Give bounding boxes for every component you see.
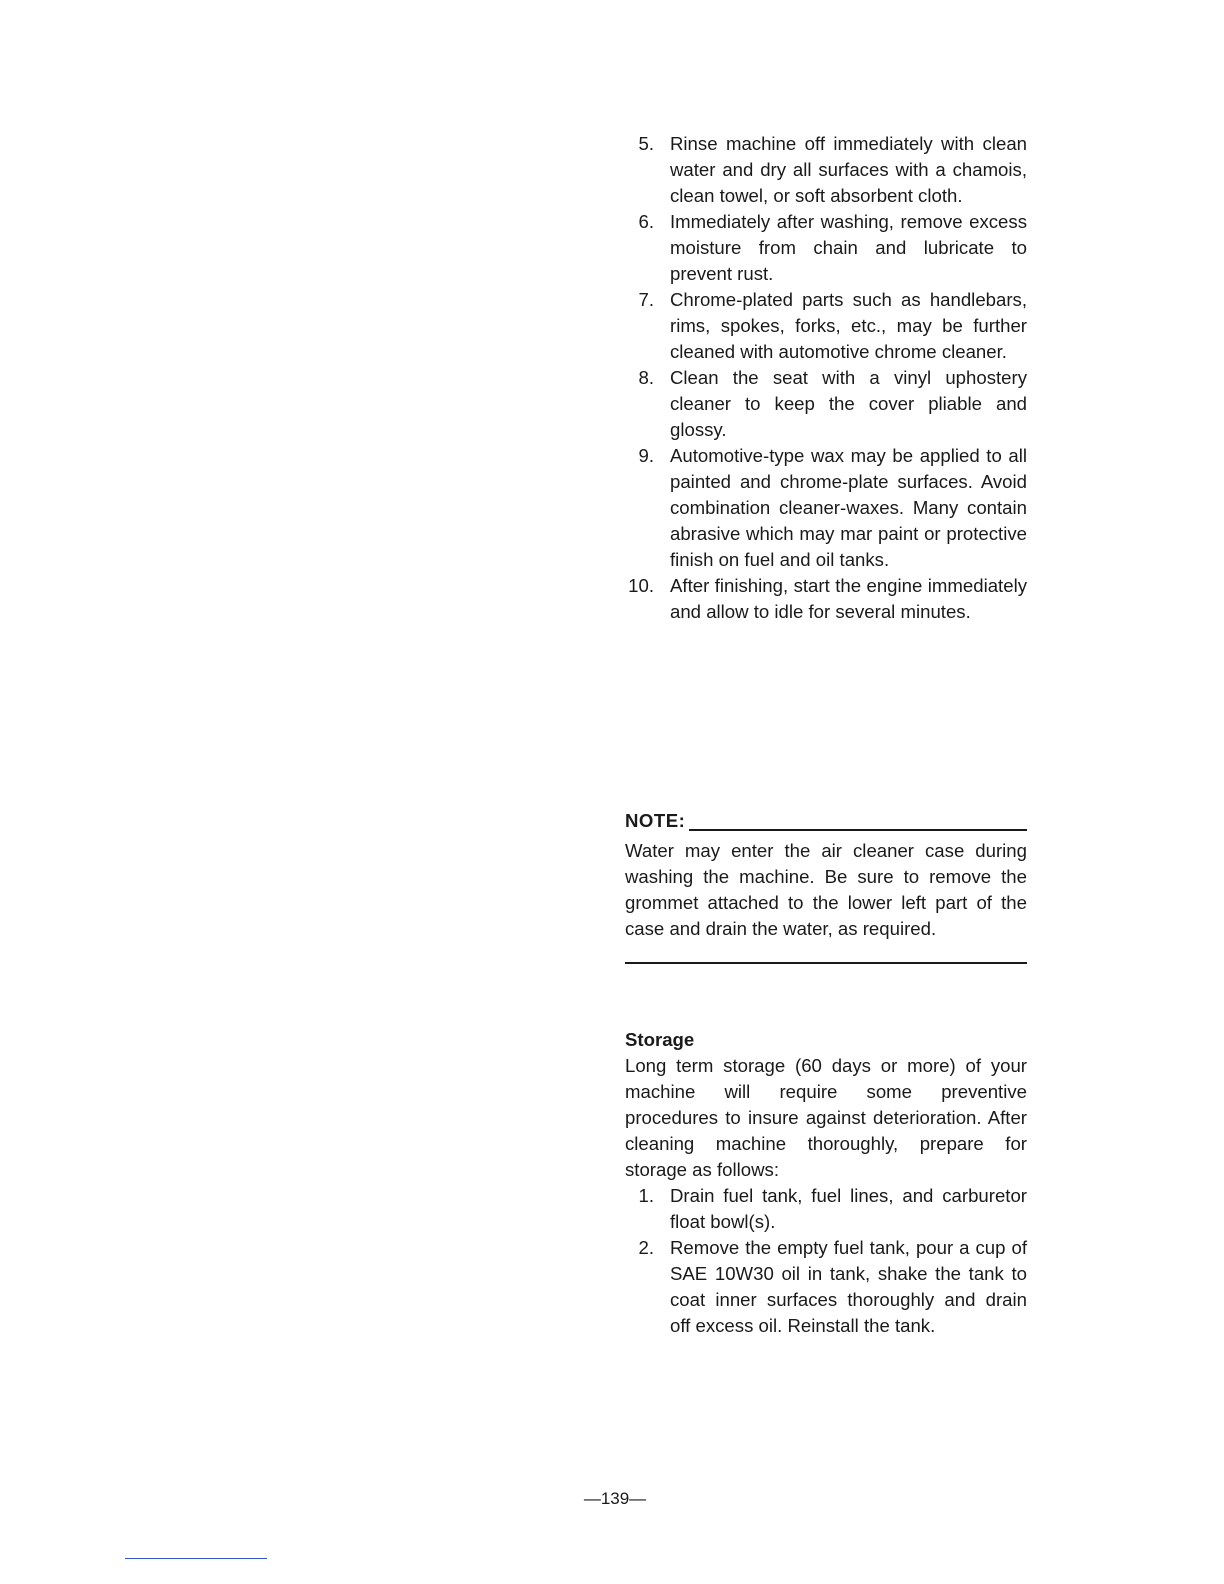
page-number: —139— [583, 1489, 647, 1508]
item-text: Automotive-type wax may be applied to all painted and chrome-plate surfaces. Avoid combination cleaner-waxes. Many contain abrasive which may mar paint or protective finish on fuel and oil tanks. [670, 445, 1027, 570]
item-number: 5. [638, 133, 654, 154]
note-end-rule [625, 962, 1027, 964]
note-text: Water may enter the air cleaner case during washing the machine. Be sure to remove the grommet attached to the lower left part of the case and drain the water, as required. [625, 840, 1027, 939]
list-item [625, 1183, 1027, 1235]
item-number: 2. [638, 1237, 654, 1258]
item-text: Drain fuel tank, fuel lines, and carburetor float bowl(s). [670, 1185, 1027, 1232]
list-item [625, 573, 1027, 625]
note-box [625, 808, 1027, 964]
storage-heading: Storage [625, 1029, 695, 1050]
note-header [625, 808, 1027, 834]
item-text: Rinse machine off immediately with clean water and dry all surfaces with a chamois, clean towel, or soft absorbent cloth. [670, 133, 1027, 206]
storage-intro: Long term storage (60 days or more) of your machine will require some preventive procedures to insure against deterioration. After cleaning machine thoroughly, prepare for storage as follows: [625, 1055, 1027, 1180]
list-item [625, 443, 1027, 573]
item-number: 7. [638, 289, 654, 310]
cleaning-steps-list [625, 131, 1027, 625]
note-rule [689, 829, 1027, 831]
item-number: 10. [628, 575, 654, 596]
item-text: Chrome-plated parts such as handlebars, rims, spokes, forks, etc., may be further cleaned with automotive chrome cleaner. [670, 289, 1027, 362]
footer-rule [125, 1558, 267, 1559]
item-number: 8. [638, 367, 654, 388]
item-number: 1. [638, 1185, 654, 1206]
item-number: 6. [638, 211, 654, 232]
note-label: NOTE: [625, 810, 686, 831]
list-item [625, 1235, 1027, 1339]
storage-section [625, 1027, 1027, 1339]
item-text: Remove the empty fuel tank, pour a cup of SAE 10W30 oil in tank, shake the tank to coat inner surfaces thoroughly and drain off excess oil. Reinstall the tank. [670, 1237, 1027, 1336]
list-item [625, 209, 1027, 287]
list-item [625, 131, 1027, 209]
item-number: 9. [638, 445, 654, 466]
item-text: After finishing, start the engine immediately and allow to idle for several minutes. [670, 575, 1027, 622]
list-item [625, 287, 1027, 365]
item-text: Clean the seat with a vinyl uphostery cleaner to keep the cover pliable and glossy. [670, 367, 1027, 440]
list-item [625, 365, 1027, 443]
item-text: Immediately after washing, remove excess moisture from chain and lubricate to prevent rust. [670, 211, 1027, 284]
